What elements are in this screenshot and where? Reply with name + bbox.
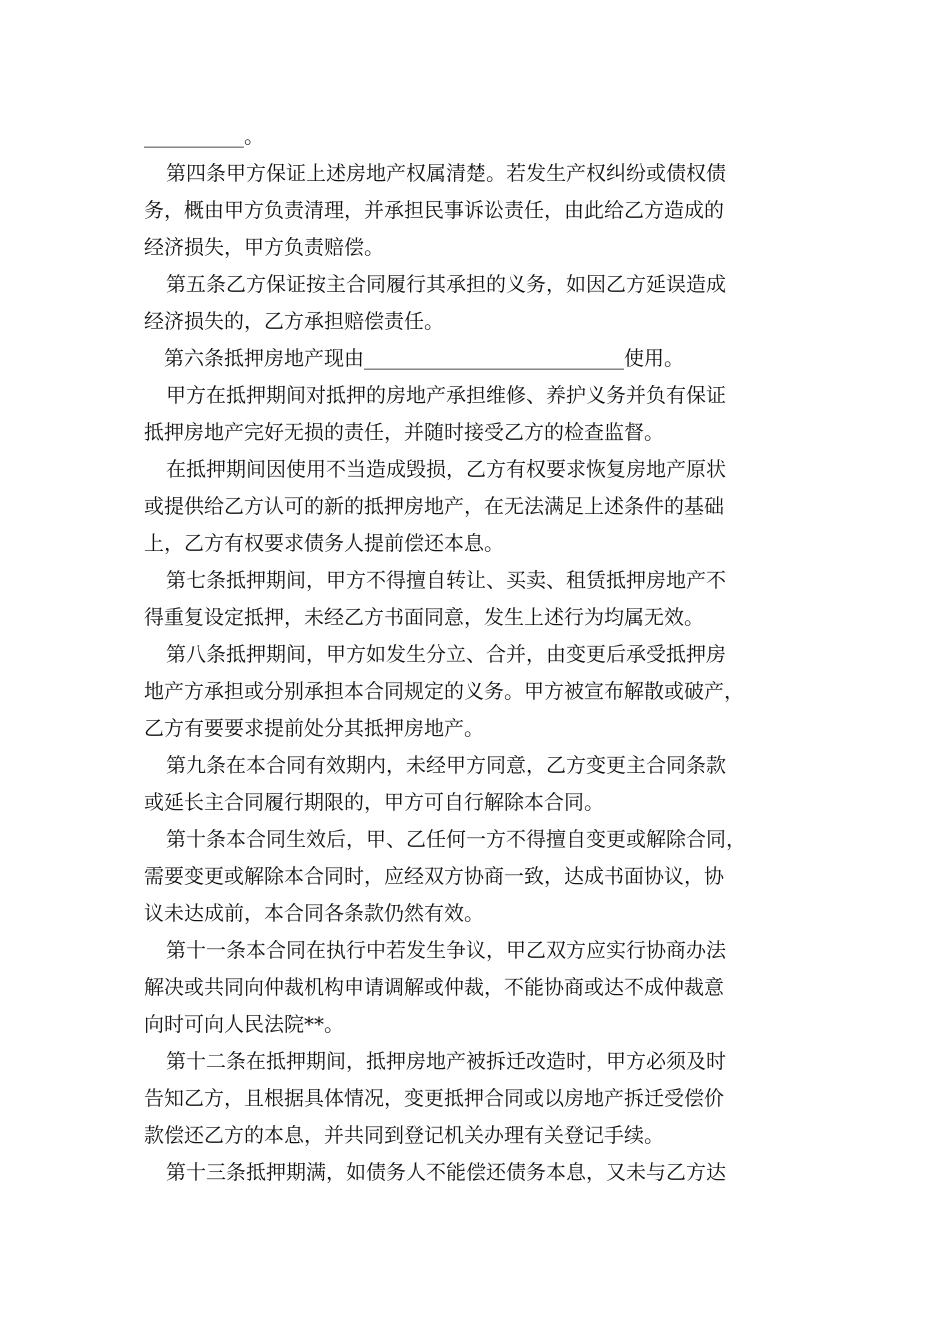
text-line: 乙方有要要求提前处分其抵押房地产。 (144, 716, 484, 740)
text-line: 第十三条抵押期满，如债务人不能偿还债务本息，又未与乙方达 (166, 1160, 726, 1184)
text-line: 抵押房地产完好无损的责任，并随时接受乙方的检查监督。 (144, 420, 664, 444)
paragraph-article-7 (144, 562, 814, 636)
paragraph-article-11 (144, 932, 814, 1043)
text-line: 得重复设定抵押，未经乙方书面同意，发生上述行为均属无效。 (144, 605, 704, 629)
text-line: 第十一条本合同在执行中若发生争议，甲乙双方应实行协商办法 (166, 938, 726, 962)
text-line: 第五条乙方保证按主合同履行其承担的义务，如因乙方延误造成 (166, 272, 726, 296)
text-line: 经济损失，甲方负责赔偿。 (144, 235, 384, 259)
paragraph-maintenance (144, 377, 814, 451)
paragraph-article-6 (144, 340, 814, 377)
text-line: 甲方在抵押期间对抵押的房地产承担维修、养护义务并负有保证 (166, 383, 726, 407)
paragraph-article-8 (144, 636, 814, 747)
contract-body (144, 118, 814, 1191)
text-line: 或提供给乙方认可的新的抵押房地产，在无法满足上述条件的基础 (144, 494, 724, 518)
text-line: 款偿还乙方的本息，并共同到登记机关办理有关登记手续。 (144, 1123, 664, 1147)
text-line: __________。 (144, 124, 264, 148)
text-line: 告知乙方，且根据具体情况，变更抵押合同或以房地产拆迁受偿价 (144, 1086, 724, 1110)
text-line: 第十二条在抵押期间，抵押房地产被拆迁改造时，甲方必须及时 (166, 1049, 726, 1073)
text-line: 需要变更或解除本合同时，应经双方协商一致，达成书面协议，协 (144, 864, 724, 888)
paragraph-article-10 (144, 821, 814, 932)
paragraph-article-12 (144, 1043, 814, 1154)
text-line: 上，乙方有权要求债务人提前偿还本息。 (144, 531, 504, 555)
text-line: 解决或共同向仲裁机构申请调解或仲裁，不能协商或达不成仲裁意 (144, 975, 724, 999)
text-line: 经济损失的，乙方承担赔偿责任。 (144, 309, 444, 333)
text-line: 地产方承担或分别承担本合同规定的义务。甲方被宣布解散或破产， (144, 679, 744, 703)
paragraph-article-13 (144, 1154, 814, 1191)
paragraph-article-5 (144, 266, 814, 340)
text-line: 第十条本合同生效后，甲、乙任何一方不得擅自变更或解除合同， (166, 827, 746, 851)
text-line: 在抵押期间因使用不当造成毁损，乙方有权要求恢复房地产原状 (166, 457, 726, 481)
text-line: 第七条抵押期间，甲方不得擅自转让、买卖、租赁抵押房地产不 (166, 568, 726, 592)
text-line: 务，概由甲方负责清理，并承担民事诉讼责任，由此给乙方造成的 (144, 198, 724, 222)
text-line: 第八条抵押期间，甲方如发生分立、合并，由变更后承受抵押房 (166, 642, 726, 666)
text-line: 或延长主合同履行期限的，甲方可自行解除本合同。 (144, 790, 604, 814)
text-line: 向时可向人民法院**。 (144, 1012, 344, 1036)
text-line: 第四条甲方保证上述房地产权属清楚。若发生产权纠纷或债权债 (166, 161, 726, 185)
paragraph-damage (144, 451, 814, 562)
paragraph-article-9 (144, 747, 814, 821)
text-line: 第六条抵押房地产现由__________________________使用。 (164, 346, 684, 370)
paragraph-blank-line (144, 118, 814, 155)
text-line: 议未达成前，本合同各条款仍然有效。 (144, 901, 484, 925)
paragraph-article-4 (144, 155, 814, 266)
text-line: 第九条在本合同有效期内，未经甲方同意，乙方变更主合同条款 (166, 753, 726, 777)
